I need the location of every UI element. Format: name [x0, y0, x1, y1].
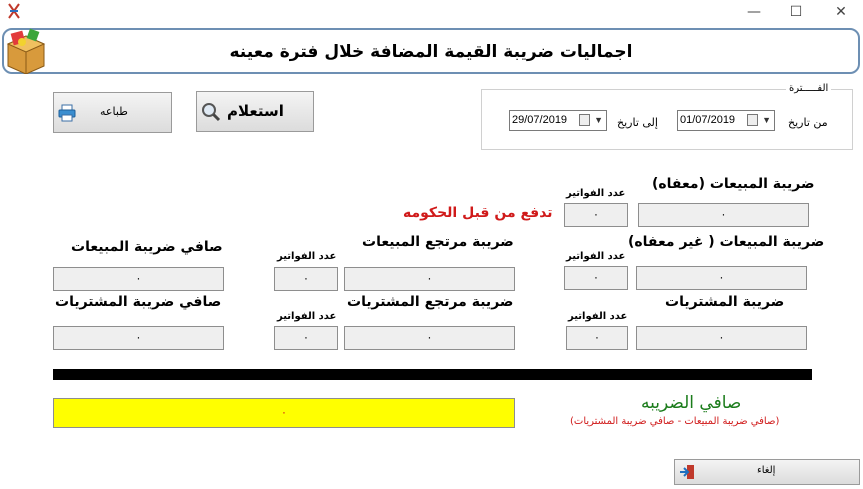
net-tax-formula: (صافي ضريبة المبيعات - صافي ضريبة المشتريات) [570, 416, 780, 427]
nonexempt-sales-value: ٠ [636, 266, 807, 290]
cancel-button-label: إلغاء [757, 465, 776, 476]
sales-returns-label: ضريبة مرتجع المبيعات [362, 234, 514, 250]
from-date-label: من تاريخ [788, 116, 828, 129]
to-date-value: 29/07/2019 [512, 114, 568, 126]
net-tax-label: صافي الضريبه [641, 393, 742, 413]
from-date-picker[interactable] [677, 110, 775, 131]
exempt-sales-count: ٠ [564, 203, 628, 227]
chevron-down-icon: ▼ [594, 115, 603, 125]
nonexempt-sales-label: ضريبة المبيعات ( غير معفاه) [628, 234, 825, 250]
purchases-value: ٠ [636, 326, 807, 350]
query-button[interactable] [196, 91, 314, 132]
invoice-count-label: عدد الفواتير [566, 251, 626, 262]
net-purchases-label: صافي ضريبة المشتريات [55, 294, 222, 310]
sales-returns-count: ٠ [274, 267, 338, 291]
page-title: اجماليات ضريبة القيمة المضافة خلال فترة معينه [229, 42, 633, 62]
printer-icon [58, 104, 76, 122]
purchases-count: ٠ [566, 326, 628, 350]
invoice-count-label: عدد الفواتير [277, 251, 337, 262]
purchases-label: ضريبة المشتريات [665, 294, 785, 310]
invoice-count-label: عدد الفواتير [277, 311, 337, 322]
purchase-returns-value: ٠ [344, 326, 515, 350]
chevron-down-icon: ▼ [762, 115, 771, 125]
calendar-icon [579, 114, 590, 126]
magnifier-icon [201, 102, 221, 122]
from-date-value: 01/07/2019 [680, 114, 736, 126]
net-sales-value: ٠ [53, 267, 224, 291]
minimize-button[interactable]: — [747, 4, 761, 20]
period-legend: الفـــــترة [786, 83, 831, 94]
exempt-sales-label: ضريبة المبيعات (معفاه) [652, 176, 815, 192]
net-purchases-value: ٠ [53, 326, 224, 350]
nonexempt-sales-count: ٠ [564, 266, 628, 290]
net-tax-value: ٠ [53, 398, 515, 428]
calendar-icon [747, 114, 758, 126]
separator-bar [53, 369, 812, 380]
print-button-label: طباعه [100, 105, 128, 118]
app-icon [6, 3, 22, 19]
print-button[interactable] [53, 92, 172, 133]
invoice-count-label: عدد الفواتير [568, 311, 628, 322]
invoice-count-label: عدد الفواتير [566, 188, 626, 199]
box-logo-icon [4, 28, 48, 74]
exit-icon [679, 464, 695, 480]
net-sales-label: صافي ضريبة المبيعات [71, 239, 223, 255]
close-button[interactable]: ✕ [835, 4, 847, 20]
header-panel [2, 28, 860, 74]
query-button-label: استعلام [227, 102, 284, 120]
cancel-button[interactable] [674, 459, 860, 485]
sales-returns-value: ٠ [344, 267, 515, 291]
exempt-sales-value: ٠ [638, 203, 809, 227]
gov-note: تدفع من قبل الحكومه [403, 205, 553, 221]
to-date-picker[interactable] [509, 110, 607, 131]
purchase-returns-label: ضريبة مرتجع المشتريات [347, 294, 514, 310]
maximize-button[interactable]: ☐ [789, 4, 803, 20]
to-date-label: إلى تاريخ [617, 116, 658, 129]
purchase-returns-count: ٠ [274, 326, 338, 350]
